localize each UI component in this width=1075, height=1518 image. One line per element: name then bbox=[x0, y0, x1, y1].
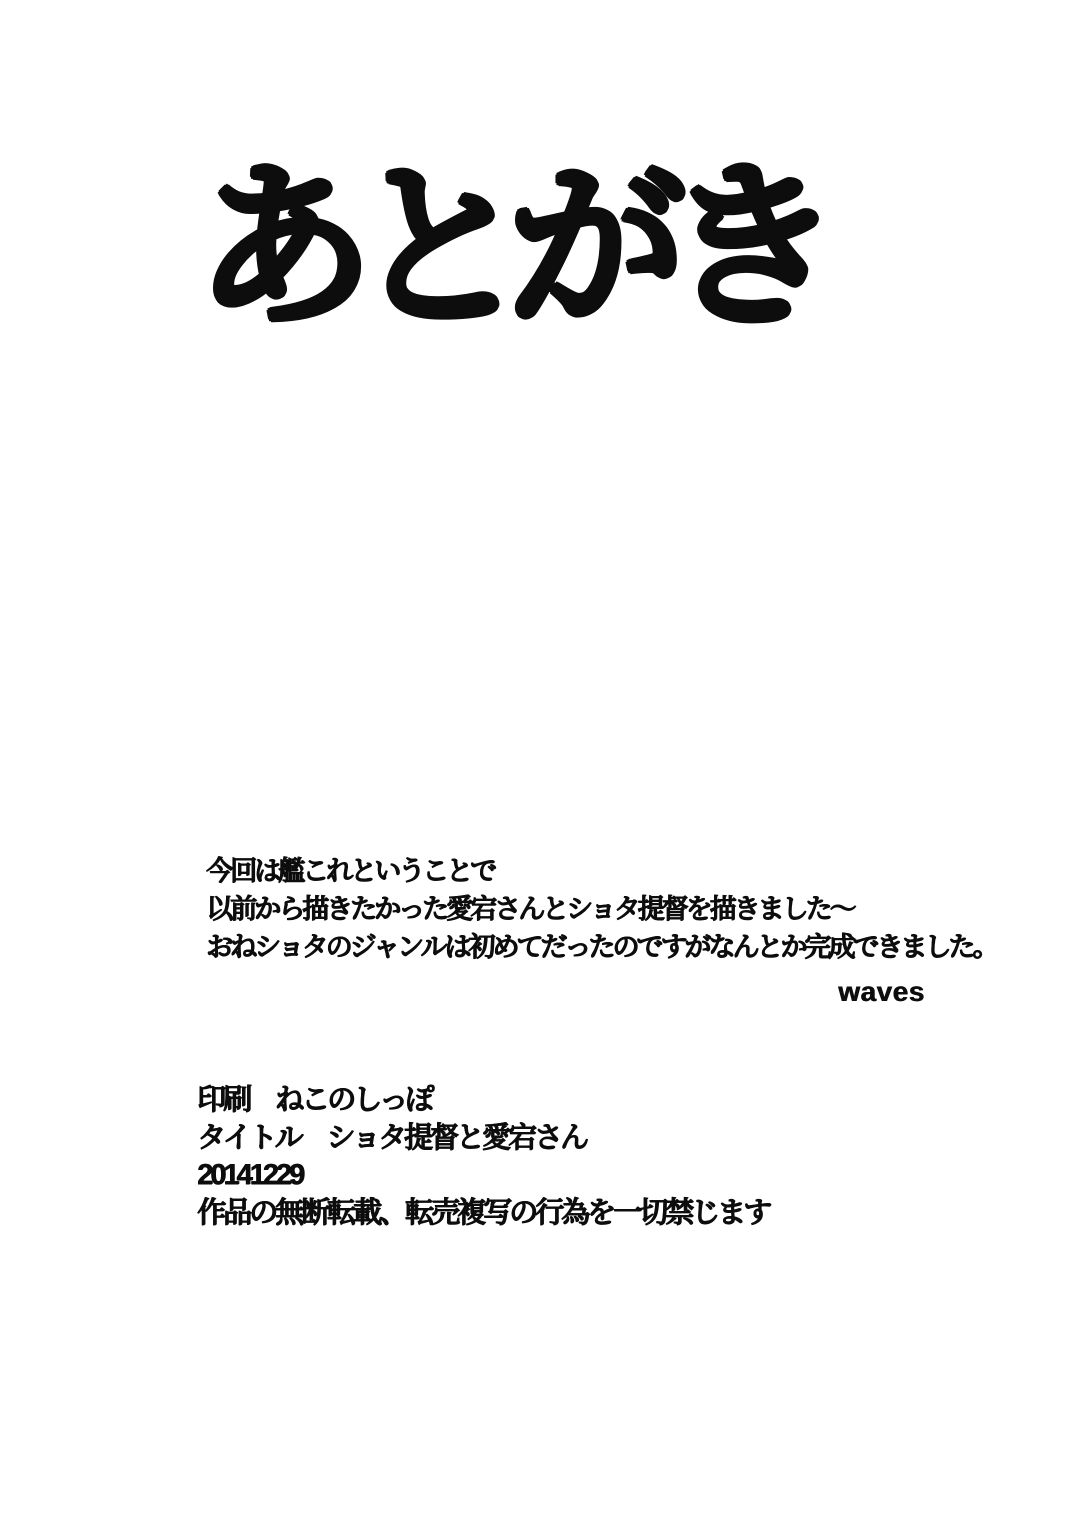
page-title: あとがき bbox=[196, 148, 820, 347]
colophon-copyright-notice: 作品の無断転載、転売複写の行為を一切禁じます bbox=[197, 1196, 770, 1229]
colophon-printer-line: 印刷 ねこのしっぽ bbox=[197, 1084, 432, 1116]
author-signature: waves bbox=[838, 976, 925, 1007]
colophon-block bbox=[197, 1082, 769, 1232]
afterword-line-2: 以前から描きたかった愛宕さんとショタ提督を描きました～ bbox=[206, 894, 854, 924]
afterword-line-3: おねショタのジャンルは初めてだったのですがなんとか完成できました。 bbox=[206, 932, 997, 962]
afterword-line-1: 今回は艦これということで bbox=[206, 856, 494, 886]
colophon-title-line: タイトル ショタ提督と愛宕さん bbox=[197, 1121, 586, 1154]
afterword-text-block bbox=[206, 852, 996, 966]
colophon-date-line: 20141229 bbox=[197, 1159, 303, 1191]
